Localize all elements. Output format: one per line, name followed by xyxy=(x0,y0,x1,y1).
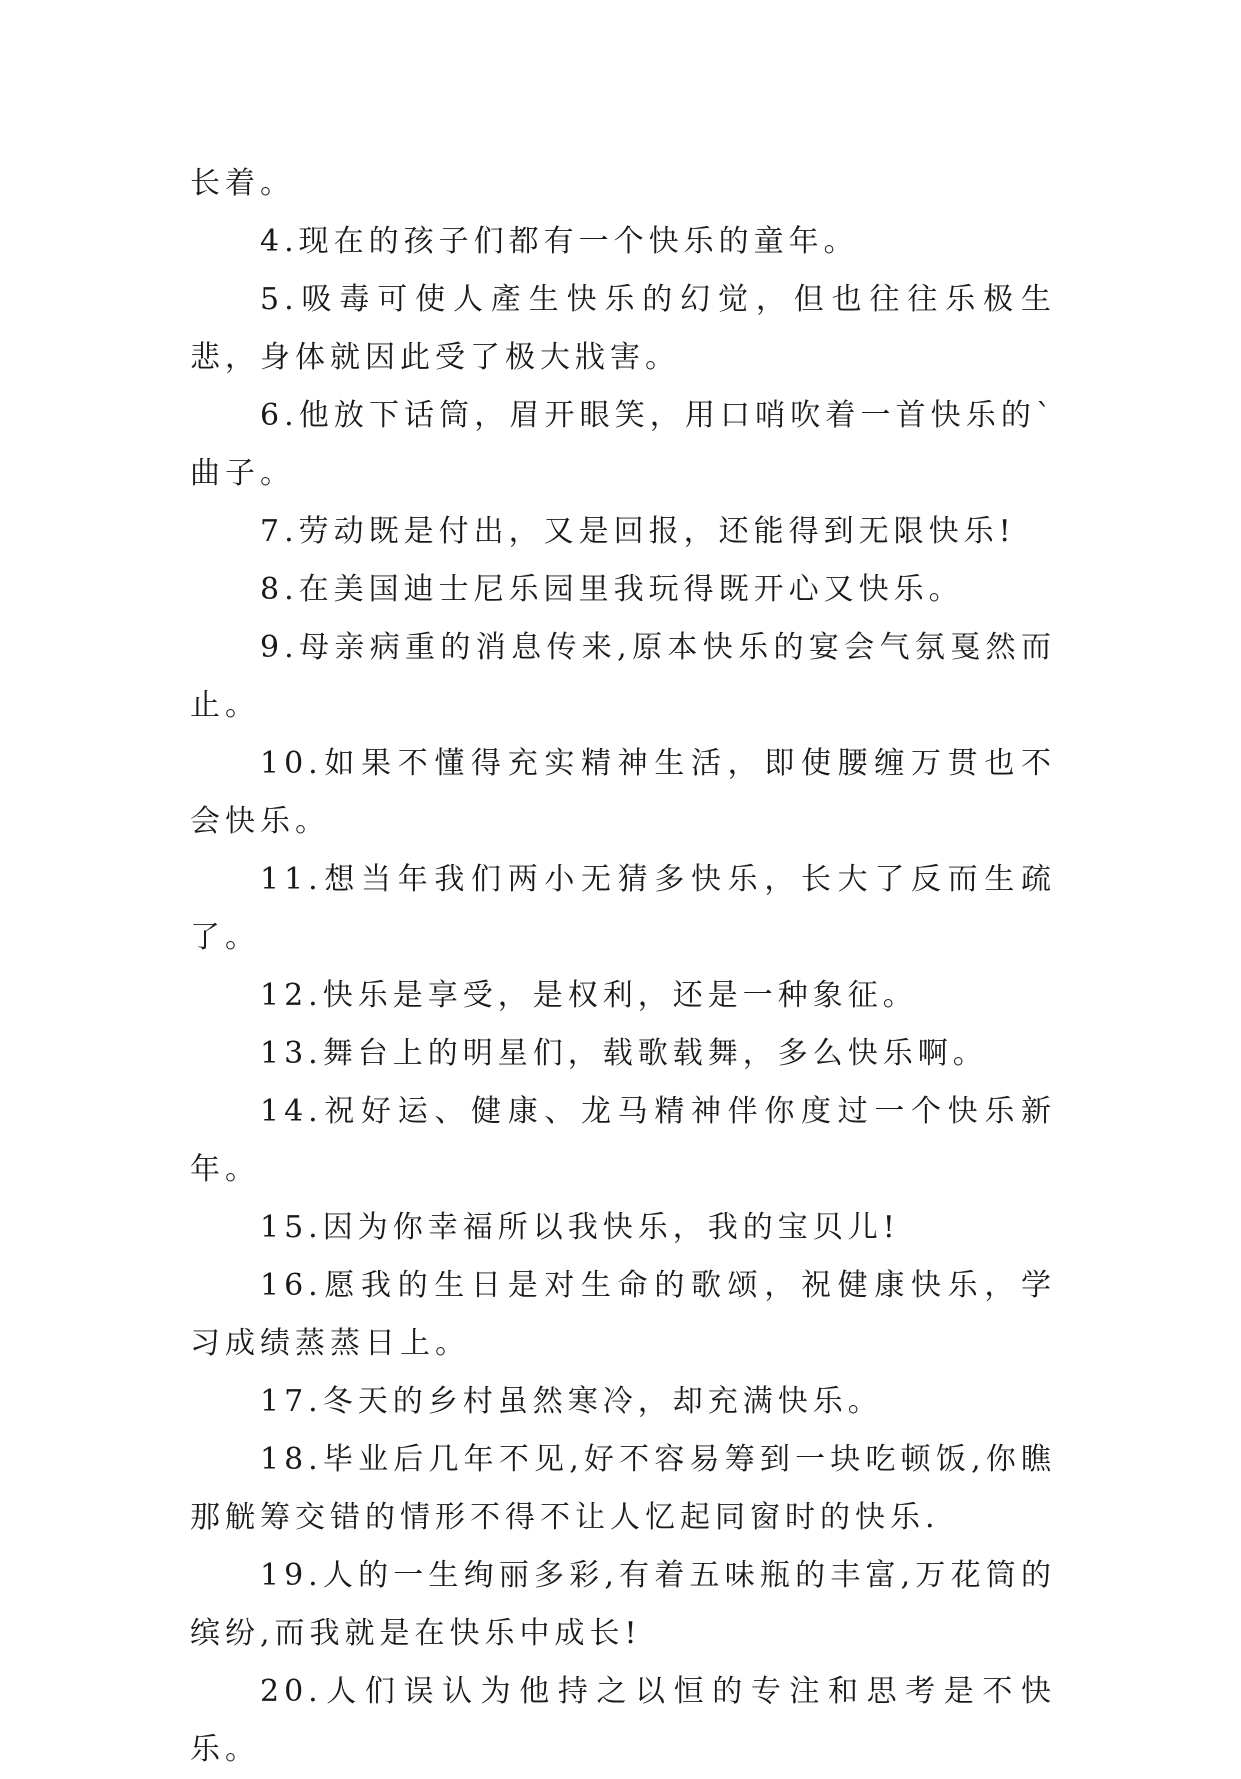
paragraph-item-4: 4.现在的孩子们都有一个快乐的童年。 xyxy=(260,224,859,259)
paragraph-item-15: 15.因为你幸福所以我快乐，我的宝贝儿! xyxy=(260,1210,900,1245)
paragraph-item-8: 8.在美国迪士尼乐园里我玩得既开心又快乐。 xyxy=(260,572,964,607)
paragraph-item-5: 5.吸毒可使人產生快乐的幻觉，但也往往乐极生悲，身体就因此受了极大戕害。 xyxy=(190,282,1056,375)
paragraph-item-9: 9.母亲病重的消息传来,原本快乐的宴会气氛戛然而止。 xyxy=(190,630,1056,723)
paragraph-item-12: 12.快乐是享受，是权利，还是一种象征。 xyxy=(260,978,918,1013)
paragraph-item-13: 13.舞台上的明星们，载歌载舞，多么快乐啊。 xyxy=(260,1036,988,1071)
paragraph-continuation: 长着。 xyxy=(190,166,295,201)
document-body xyxy=(190,155,1056,1779)
paragraph-item-10: 10.如果不懂得充实精神生活，即使腰缠万贯也不会快乐。 xyxy=(190,746,1056,839)
paragraph-item-20: 20.人们误认为他持之以恒的专注和思考是不快乐。 xyxy=(190,1674,1056,1767)
paragraph-item-18: 18.毕业后几年不见,好不容易筹到一块吃顿饭,你瞧那觥筹交错的情形不得不让人忆起同窗时的快乐. xyxy=(190,1442,1056,1535)
paragraph-item-6: 6.他放下话筒，眉开眼笑，用口哨吹着一首快乐的`曲子。 xyxy=(190,398,1056,491)
paragraph-item-19: 19.人的一生绚丽多彩,有着五味瓶的丰富,万花筒的缤纷,而我就是在快乐中成长! xyxy=(190,1558,1056,1651)
paragraph-item-11: 11.想当年我们两小无猜多快乐，长大了反而生疏了。 xyxy=(190,862,1056,955)
paragraph-item-16: 16.愿我的生日是对生命的歌颂，祝健康快乐，学习成绩蒸蒸日上。 xyxy=(190,1268,1056,1361)
paragraph-item-14: 14.祝好运、健康、龙马精神伴你度过一个快乐新年。 xyxy=(190,1094,1056,1187)
paragraph-item-7: 7.劳动既是付出，又是回报，还能得到无限快乐! xyxy=(260,514,1016,549)
paragraph-item-17: 17.冬天的乡村虽然寒冷，却充满快乐。 xyxy=(260,1384,883,1419)
